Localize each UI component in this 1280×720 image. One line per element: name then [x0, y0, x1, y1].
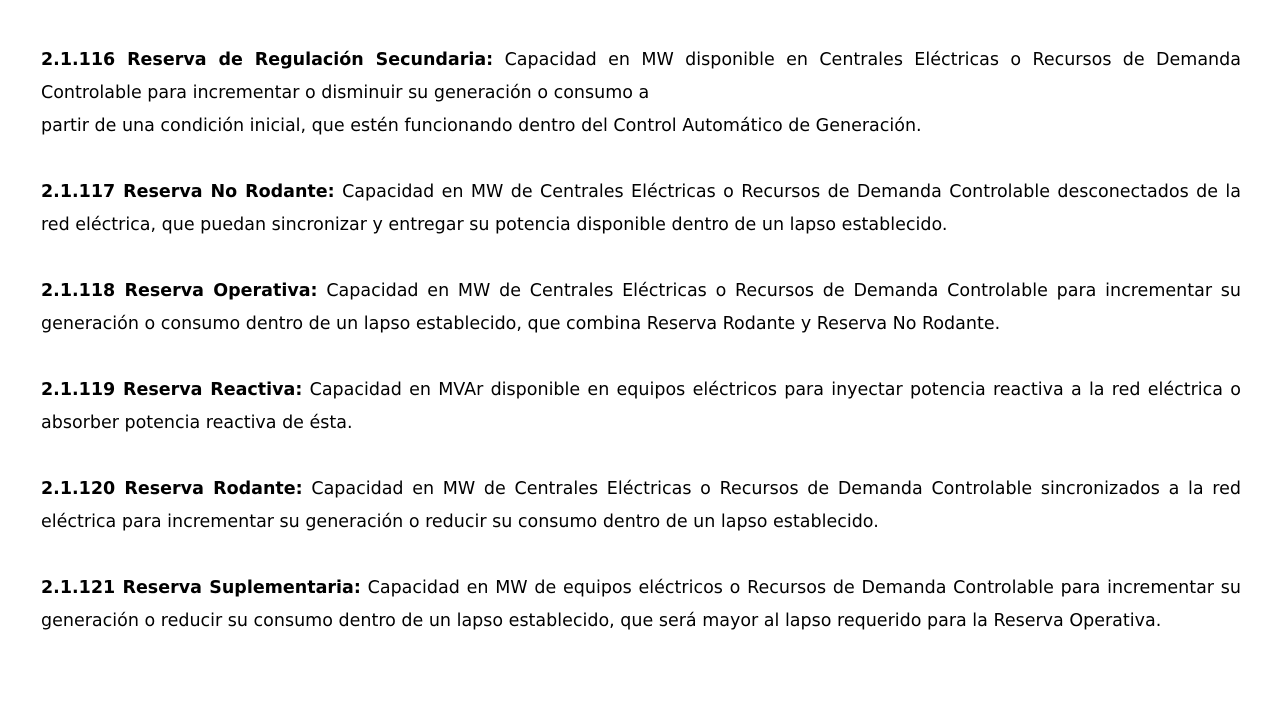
definition-entry-119: [41, 374, 1241, 440]
definition-term: 2.1.119 Reserva Reactiva:: [41, 380, 303, 400]
definition-term: 2.1.116 Reserva de Regulación Secundaria:: [41, 50, 494, 70]
definition-entry-116: [41, 44, 1241, 143]
definition-term: 2.1.121 Reserva Suplementaria:: [41, 578, 361, 598]
definition-text: Capacidad en MW disponible en Centrales Eléctricas o Recursos de Demanda Controlable para incrementar o disminuir su generación o consumo a: [41, 50, 1241, 103]
definition-term: 2.1.117 Reserva No Rodante:: [41, 182, 335, 202]
definition-entry-118: [41, 275, 1241, 341]
definition-entry-117: [41, 176, 1241, 242]
definitions-slide: [41, 44, 1241, 638]
definition-text-continuation: partir de una condición inicial, que estén funcionando dentro del Control Automático de Generación.: [41, 116, 922, 136]
definition-text: Capacidad en MW de Centrales Eléctricas o Recursos de Demanda Controlable sincronizados a la red eléctrica para incrementar su generación o reducir su consumo dentro de un lapso establecido.: [41, 479, 1241, 532]
definition-term: 2.1.118 Reserva Operativa:: [41, 281, 318, 301]
definition-text: Capacidad en MW de equipos eléctricos o Recursos de Demanda Controlable para incrementar su generación o reducir su consumo dentro de un lapso establecido, que será mayor al lapso requerido para la Reserva Operativa.: [41, 578, 1241, 631]
definition-text: Capacidad en MW de Centrales Eléctricas o Recursos de Demanda Controlable para incrementar su generación o consumo dentro de un lapso establecido, que combina Reserva Rodante y Reserva No Rodante.: [41, 281, 1241, 334]
definition-text: Capacidad en MVAr disponible en equipos eléctricos para inyectar potencia reactiva a la red eléctrica o absorber potencia reactiva de ésta.: [41, 380, 1241, 433]
definition-term: 2.1.120 Reserva Rodante:: [41, 479, 303, 499]
definition-text: Capacidad en MW de Centrales Eléctricas o Recursos de Demanda Controlable desconectados de la red eléctrica, que puedan sincronizar y entregar su potencia disponible dentro de un lapso establecido.: [41, 182, 1241, 235]
definition-entry-121: [41, 572, 1241, 638]
definition-entry-120: [41, 473, 1241, 539]
